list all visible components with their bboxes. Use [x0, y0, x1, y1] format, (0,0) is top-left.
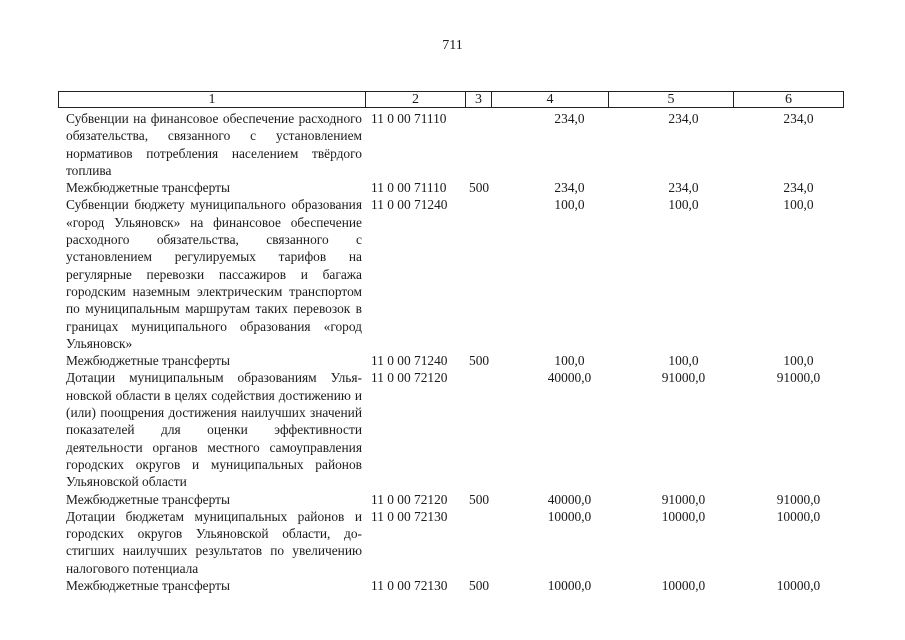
row-value-col-4: 10000,0: [547, 578, 592, 594]
row-code: 11 0 00 72120: [371, 491, 448, 507]
row-code: 11 0 00 72130: [371, 578, 448, 594]
row-type: 500: [469, 180, 490, 196]
table-body: [66, 110, 846, 594]
row-value-col-5: 91000,0: [661, 491, 706, 507]
row-value-col-4: 234,0: [554, 111, 585, 126]
row-value-col-4: 40000,0: [547, 491, 592, 507]
row-name: Дотации муниципальным образованиям Ульяновской области в целях содействия достижению и (или) поощрения достижения наилучших значений показателей для оценки эффективности деятельности органов местного самоуправления городских округов и муниципальных районов Ульяновской области: [66, 370, 362, 490]
table-row: [66, 369, 846, 490]
table-row: [66, 491, 846, 508]
row-code: 11 0 00 71110: [371, 180, 447, 196]
row-value-col-6: 100,0: [783, 197, 814, 213]
header-col-1: 1: [59, 92, 366, 107]
row-value-col-6: 10000,0: [776, 578, 821, 594]
table-row: [66, 577, 846, 594]
row-value-col-6: 234,0: [783, 180, 814, 196]
page-number: 711: [442, 38, 463, 53]
row-type: 500: [469, 578, 490, 594]
table-row: [66, 508, 846, 577]
table-row: [66, 179, 846, 196]
row-value-col-6: 91000,0: [776, 370, 821, 386]
table-header: [58, 91, 844, 108]
row-value-col-5: 10000,0: [661, 508, 706, 524]
row-value-col-6: 10000,0: [776, 508, 821, 524]
row-code: 11 0 00 72120: [371, 370, 448, 386]
table-row: [66, 352, 846, 369]
row-name: Субвенции бюджету муниципального образования «город Ульяновск» на финансовое обеспечение расходного обязательства, связанного с установлением регулируемых тарифов на регулярные перевозки пассажиров и багажа городским наземным электрическим транспортом по муниципальным маршрутам таких перевозок в границах муниципального образования «город Ульяновск»: [66, 197, 362, 351]
row-name: Межбюджетные трансферты: [66, 353, 230, 369]
row-value-col-6: 100,0: [783, 353, 814, 369]
row-value-col-5: 234,0: [668, 180, 699, 196]
row-code: 11 0 00 72130: [371, 508, 448, 524]
row-value-col-4: 100,0: [554, 353, 585, 369]
row-value-col-4: 40000,0: [547, 370, 592, 386]
row-value-col-4: 234,0: [554, 180, 585, 196]
row-type: 500: [469, 491, 490, 507]
header-col-6: 6: [785, 92, 792, 107]
row-code: 11 0 00 71240: [371, 353, 448, 369]
row-name: Дотации бюджетам муниципальных районов и городских округов Ульяновской области, достигших наилучших результатов по увеличению налогового потенциала: [66, 508, 362, 576]
row-code: 11 0 00 71240: [371, 197, 448, 213]
header-col-4: 4: [492, 92, 609, 107]
row-code: 11 0 00 71110: [371, 111, 447, 126]
table-row: [66, 110, 846, 179]
row-name: Межбюджетные трансферты: [66, 491, 230, 507]
row-name: Межбюджетные трансферты: [66, 180, 230, 196]
header-col-2: 2: [366, 92, 466, 107]
row-name: Межбюджетные трансферты: [66, 578, 230, 594]
row-value-col-5: 100,0: [668, 197, 699, 213]
table-row: [66, 196, 846, 352]
row-value-col-6: 91000,0: [776, 491, 821, 507]
row-value-col-5: 91000,0: [661, 370, 706, 386]
row-value-col-5: 100,0: [668, 353, 699, 369]
header-col-5: 5: [609, 92, 734, 107]
row-value-col-4: 100,0: [554, 197, 585, 213]
row-value-col-6: 234,0: [783, 111, 814, 126]
row-value-col-4: 10000,0: [547, 508, 592, 524]
header-col-3: 3: [466, 92, 492, 107]
row-value-col-5: 10000,0: [661, 578, 706, 594]
row-value-col-5: 234,0: [668, 111, 699, 126]
row-type: 500: [469, 353, 490, 369]
row-name: Субвенции на финансовое обеспечение расходного обязательства, связанного с установлением нормативов потребления населением твёрдого топлива: [66, 111, 362, 178]
